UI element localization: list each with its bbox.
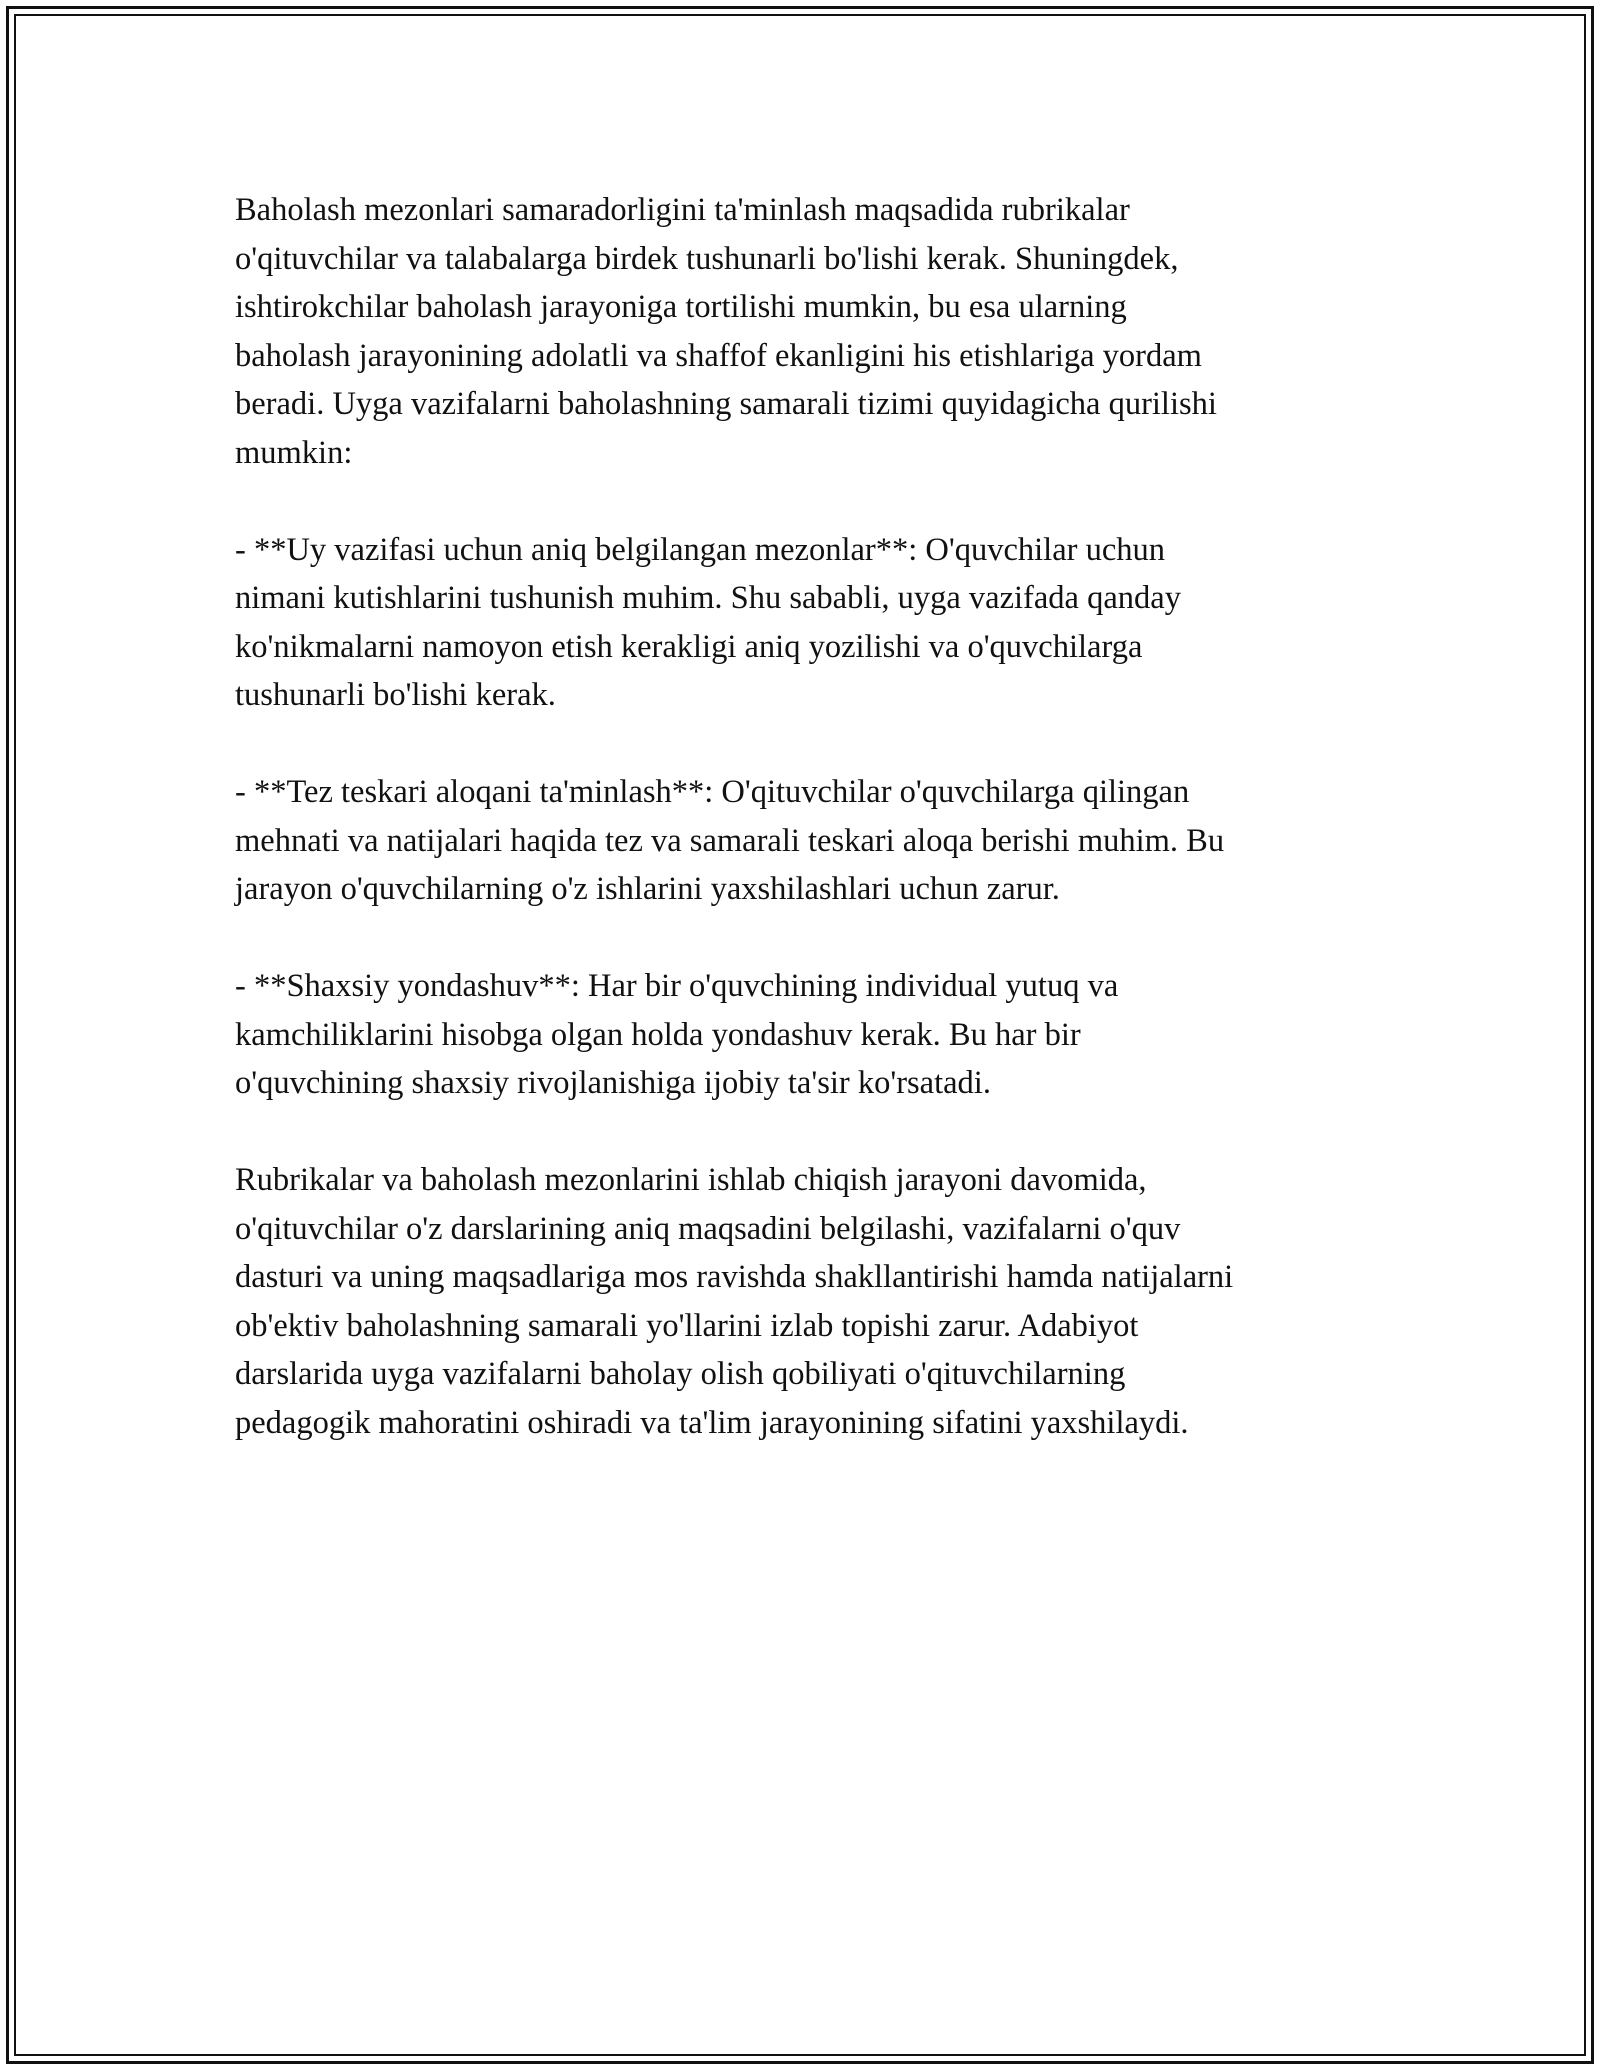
conclusion-paragraph: Rubrikalar va baholash mezonlarini ishlab chiqish jarayoni davomida, o'qituvchilar o'z darslarining aniq maqsadini belgilashi, vazifalarni o'quv dasturi va uning maqsadlariga mos ravishda shakllantirishi hamda natijalarni ob'ektiv baholashning samarali yo'llarini izlab topishi zarur. Adabiyot darslarida uyga vazifalarni baholay olish qobiliyati o'qituvchilarning pedagogik mahoratini oshiradi va ta'lim jarayonining sifatini yaxshilaydi. — [235, 1162, 1234, 1441]
bullet-fast-feedback: - **Tez teskari aloqani ta'minlash**: O'qituvchilar o'quvchilarga qilingan mehnati va natijalari haqida tez va samarali teskari aloqa berishi muhim. Bu jarayon o'quvchilarning o'z ishlarini yaxshilashlari uchun zarur. — [235, 774, 1225, 907]
document-body — [235, 186, 1385, 1447]
intro-paragraph: Baholash mezonlari samaradorligini ta'minlash maqsadida rubrikalar o'qituvchilar va talabalarga birdek tushunarli bo'lishi kerak. Shuningdek, ishtirokchilar baholash jarayoniga tortilishi mumkin, bu esa ularning baholash jarayonining adolatli va shaffof ekanligini his etishlariga yordam beradi. Uyga vazifalarni baholashning samarali tizimi quyidagicha qurilishi mumkin: — [235, 192, 1217, 471]
bullet-clear-criteria: - **Uy vazifasi uchun aniq belgilangan mezonlar**: O'quvchilar uchun nimani kutishlarini tushunish muhim. Shu sababli, uyga vazifada qanday ko'nikmalarni namoyon etish kerakligi aniq yozilishi va o'quvchilarga tushunarli bo'lishi kerak. — [235, 531, 1181, 713]
bullet-personal-approach: - **Shaxsiy yondashuv**: Har bir o'quvchining individual yutuq va kamchiliklarini hisobga olgan holda yondashuv kerak. Bu har bir o'quvchining shaxsiy rivojlanishiga ijobiy ta'sir ko'rsatadi. — [235, 968, 1119, 1101]
